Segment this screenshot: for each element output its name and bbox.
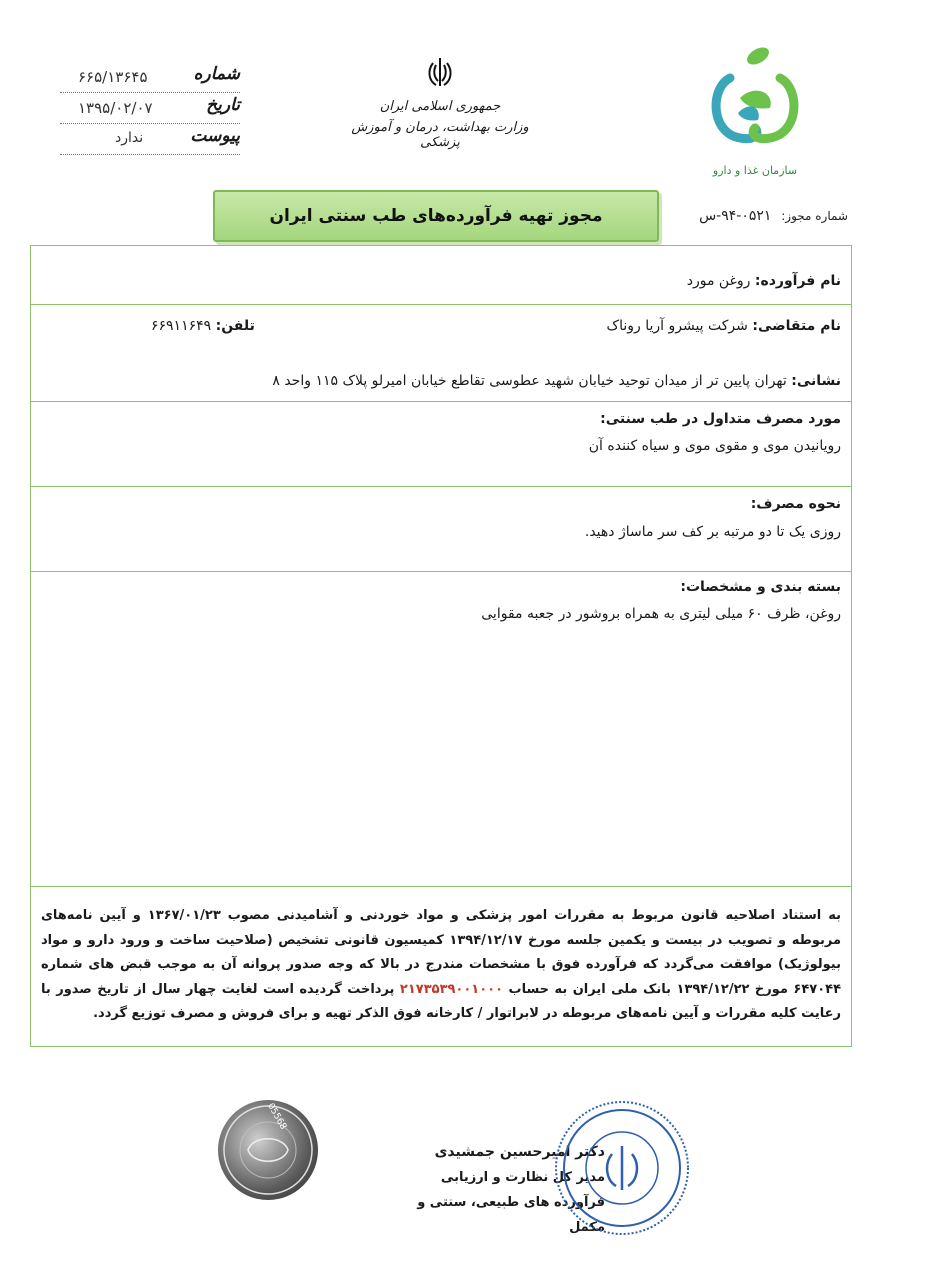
- meta-number-row: [60, 62, 240, 93]
- document-meta: [60, 62, 240, 155]
- number-value: ۶۶۵/۱۳۶۴۵: [78, 68, 148, 86]
- phone-row: [151, 318, 255, 334]
- ministry-title: وزارت بهداشت، درمان و آموزش پزشکی: [351, 120, 529, 150]
- legal-approval-text: [41, 904, 841, 1027]
- divider: [31, 486, 851, 487]
- usage-value: رویانیدن موی و مقوی موی و سیاه کننده آن: [588, 438, 841, 454]
- number-label: شماره: [193, 64, 240, 84]
- usage-label: مورد مصرف متداول در طب سنتی:: [600, 411, 841, 427]
- phone-label: تلفن:: [215, 318, 255, 334]
- product-label: نام فرآورده:: [754, 273, 841, 289]
- meta-attachment-row: [60, 124, 240, 155]
- fda-logo-caption: سازمان غذا و دارو: [712, 164, 798, 177]
- applicant-label: نام متقاضی:: [752, 318, 841, 334]
- packaging-label: بسته بندی و مشخصات:: [680, 579, 841, 595]
- legal-text-part1: به استناد اصلاحیه قانون مربوط به مقررات امور پزشکی و مواد خوردنی و آشامیدنی مصوب ۱۳۶۷/۰۱/۲۳ و آیین نامه‌های مربوطه و تصویب در بیست و یکمین جلسه مورخ ۱۳۹۴/۱۲/۱۷ کمیسیون قانونی تشخیص (صلاحیت ساخت و ورود دارو و مواد بیولوژیک) موافقت می‌گردد که فرآورده فوق با مشخصات مندرج در بالا که وجه صدور پروانه آن به موجب قبض های شماره ۶۴۷۰۴۴ مورخ ۱۳۹۴/۱۲/۲۲ بانک ملی ایران به حساب: [41, 908, 841, 997]
- license-number-value: ۰۵۲۱-۹۴-س: [699, 208, 772, 224]
- method-label: نحوه مصرف:: [750, 496, 841, 512]
- address-row: [272, 373, 841, 389]
- date-label: تاریخ: [206, 95, 240, 115]
- address-value: تهران پایین تر از میدان توحید خیابان شهید عطوسی تقاطع خیابان امیرلو پلاک ۱۱۵ واحد ۸: [272, 373, 787, 389]
- divider: [31, 401, 851, 402]
- republic-title: جمهوری اسلامی ایران: [379, 99, 501, 114]
- meta-date-row: [60, 93, 240, 124]
- bank-account-number: ۲۱۷۳۵۳۹۰۰۱۰۰۰: [399, 981, 504, 997]
- fda-logo-icon: [700, 38, 810, 158]
- attachment-label: پیوست: [190, 126, 240, 146]
- hologram-code: 05568: [265, 1101, 289, 1132]
- product-name: روغن مورد: [686, 273, 751, 289]
- signer-title-1: مدیر کل نظارت و ارزیابی: [440, 1170, 605, 1185]
- license-number: [699, 208, 848, 224]
- official-seal: [552, 1098, 692, 1238]
- packaging-value: روغن، ظرف ۶۰ میلی لیتری به همراه بروشور در جعبه مقوایی: [481, 606, 841, 622]
- applicant-row: [607, 318, 841, 334]
- date-value: ۱۳۹۵/۰۲/۰۷: [78, 99, 153, 117]
- divider: [31, 571, 851, 572]
- divider: [31, 886, 851, 887]
- document-title: مجوز تهیه فرآورده‌های طب سنتی ایران: [213, 190, 659, 242]
- phone-number: ۶۶۹۱۱۶۴۹: [151, 318, 212, 334]
- signer-title-2: فرآورده های طبیعی، سنتی و مکمل: [417, 1195, 605, 1235]
- divider: [31, 304, 851, 305]
- hologram-sticker: [218, 1100, 318, 1200]
- hologram-icon: [218, 1100, 318, 1200]
- attachment-value: ندارد: [115, 130, 144, 146]
- official-seal-icon: [552, 1098, 692, 1238]
- signer-name: دکتر امیرحسین جمشیدی: [434, 1144, 605, 1160]
- product-row: [687, 273, 841, 289]
- fda-logo: [690, 38, 820, 188]
- license-number-label: شماره مجوز:: [781, 209, 848, 223]
- ministry-emblem: [345, 55, 535, 165]
- iran-emblem-icon: [423, 55, 457, 89]
- address-label: نشانی:: [791, 373, 841, 389]
- legal-text-part2: پرداخت گردیده است لغایت چهار سال از تاریخ صدور با رعایت کلیه مقررات و آیین نامه‌های مربوطه در لابراتوار / کارخانه فوق الذکر تهیه و برای فروش و مصرف توزیع گردد.: [41, 981, 841, 1021]
- method-value: روزی یک تا دو مرتبه بر کف سر ماساژ دهید.: [584, 524, 841, 540]
- license-form: [30, 245, 852, 1047]
- applicant-name: شرکت پیشرو آریا روناک: [606, 318, 748, 334]
